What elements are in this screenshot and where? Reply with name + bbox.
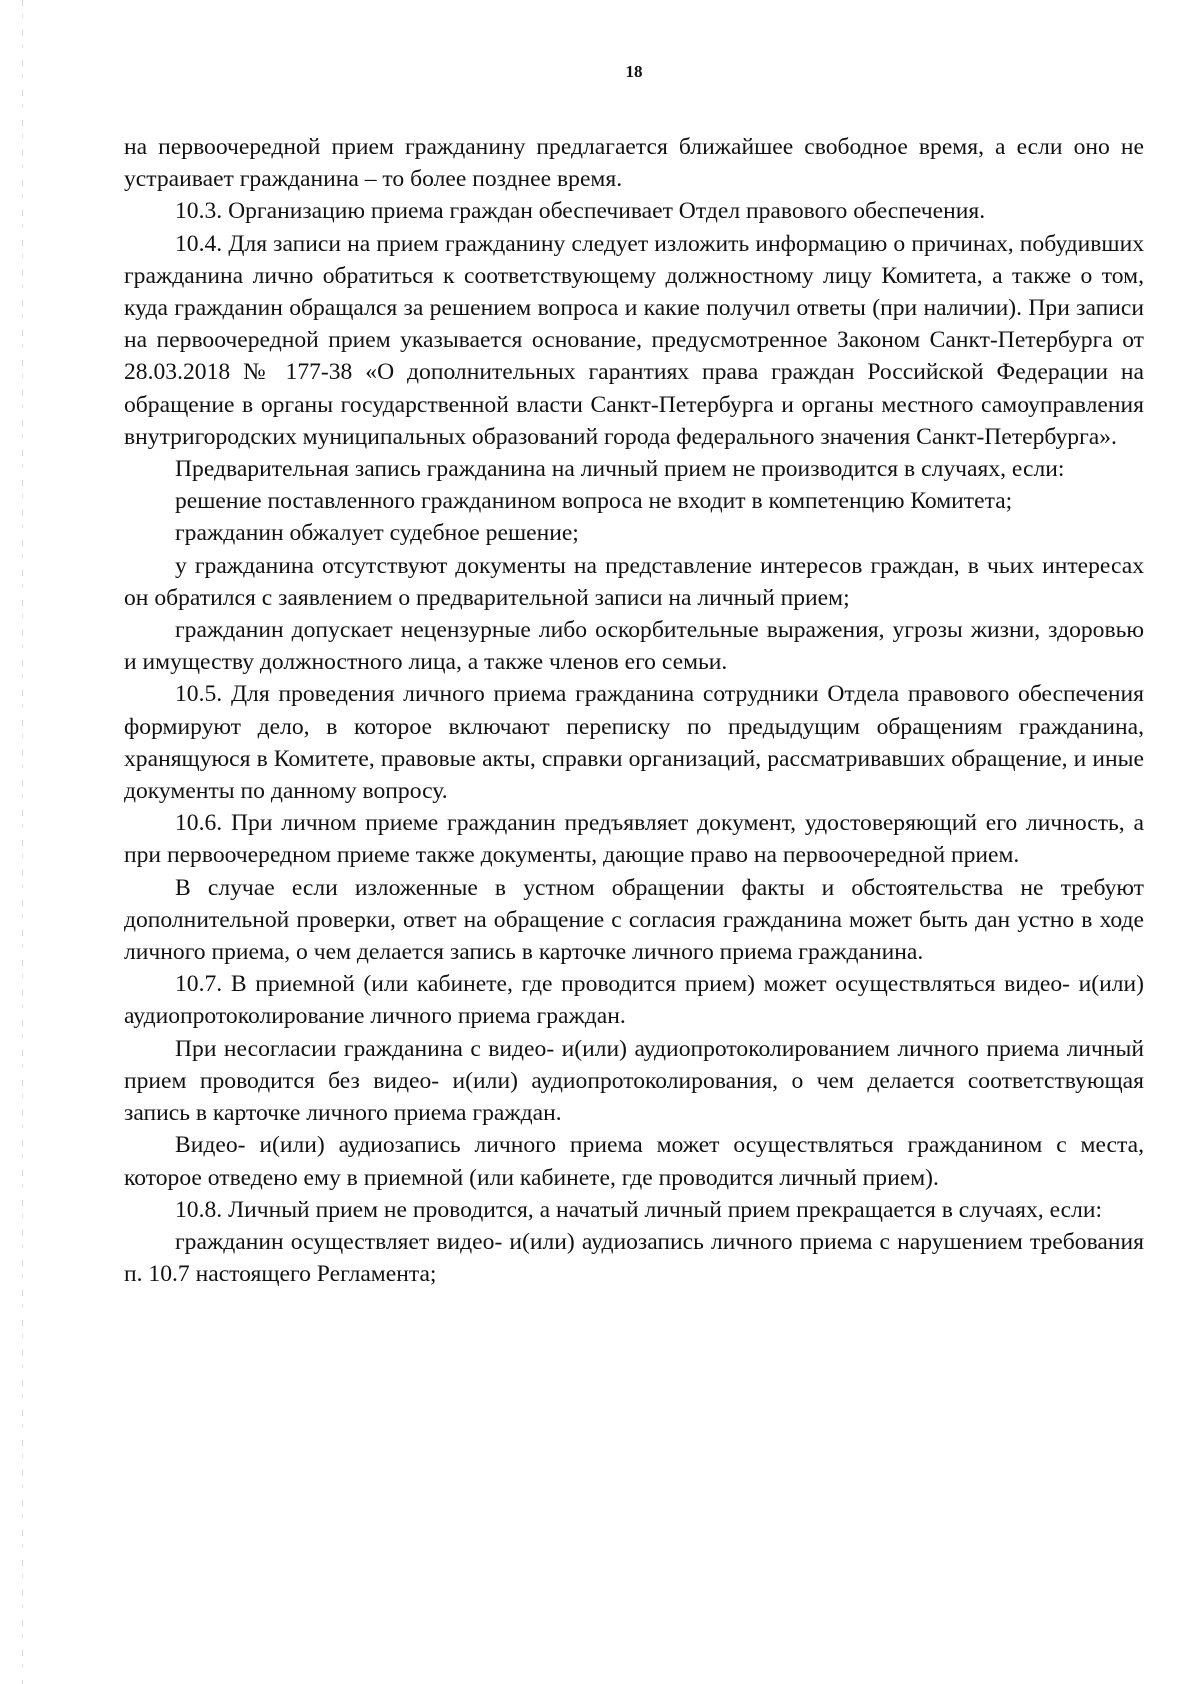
paragraph: В случае если изложенные в устном обращении факты и обстоятельства не требуют дополнительной проверки, ответ на обращение с согласия гражданина может быть дан устно в ходе личного приема, о чем делается запись в карточке личного приема гражданина. — [124, 874, 1144, 966]
paragraph: При несогласии гражданина с видео- и(или) аудиопротоколированием личного приема личный прием проводится без видео- и(или) аудиопротоколирования, о чем делается соответствующая запись в карточке личного приема граждан. — [124, 1035, 1144, 1127]
paragraph: гражданин осуществляет видео- и(или) аудиозапись личного приема с нарушением требования п. 10.7 настоящего Регламента; — [124, 1228, 1144, 1288]
paragraph: 10.6. При личном приеме гражданин предъявляет документ, удостоверяющий его личность, а при первоочередном приеме также документы, дающие право на первоочередной прием. — [124, 810, 1144, 869]
paragraph: 10.8. Личный прием не проводится, а начатый личный прием прекращается в случаях, если: — [175, 1196, 1103, 1223]
paragraph: на первоочередной прием гражданину предлагается ближайшее свободное время, а если оно не устраивает гражданина – то более позднее время. — [124, 134, 1144, 193]
paragraph: гражданин обжалует судебное решение; — [175, 520, 579, 547]
paragraph: 10.7. В приемной (или кабинете, где проводится прием) может осуществляться видео- и(или) аудиопротоколирование личного приема граждан. — [124, 971, 1144, 1030]
paragraph: Предварительная запись гражданина на личный прием не производится в случаях, если: — [175, 456, 1065, 483]
paragraph: 10.4. Для записи на прием гражданину следует изложить информацию о причинах, побудивших гражданина лично обратиться к соответствующему должностному лицу Комитета, а также о том, куда гражданин обращался за решением вопроса и какие получил ответы (при наличии). При записи на первоочередной прием указывается основание, предусмотренное Законом Санкт-Петербурга от 28.03.2018 № 177-38 «О дополнительных гарантиях права граждан Российской Федерации на обращение в органы государственной власти Санкт-Петербурга и органы местного самоуправления внутригородских муниципальных образований города федерального значения Санкт-Петербурга». — [124, 230, 1144, 450]
page-number: 18 — [625, 62, 643, 81]
paragraph: Видео- и(или) аудиозапись личного приема может осуществляться гражданином с места, которое отведено ему в приемной (или кабинете, где проводится личный прием). — [124, 1132, 1144, 1191]
paragraph: 10.5. Для проведения личного приема гражданина сотрудники Отдела правового обеспечения формируют дело, в которое включают переписку по предыдущим обращениям гражданина, хранящуюся в Комитете, правовые акты, справки организаций, рассматривавших обращение, и иные документы по данному вопросу. — [124, 681, 1144, 805]
document-body — [124, 131, 1144, 1290]
scan-edge-artifact — [22, 0, 23, 1684]
paragraph: гражданин допускает нецензурные либо оскорбительные выражения, угрозы жизни, здоровью и имуществу должностного лица, а также членов его семьи. — [124, 617, 1144, 676]
paragraph: 10.3. Организацию приема граждан обеспечивает Отдел правового обеспечения. — [175, 198, 986, 225]
paragraph: у гражданина отсутствуют документы на представление интересов граждан, в чьих интересах он обратился с заявлением о предварительной записи на личный прием; — [124, 552, 1144, 611]
paragraph: решение поставленного гражданином вопроса не входит в компетенцию Комитета; — [175, 488, 1013, 515]
